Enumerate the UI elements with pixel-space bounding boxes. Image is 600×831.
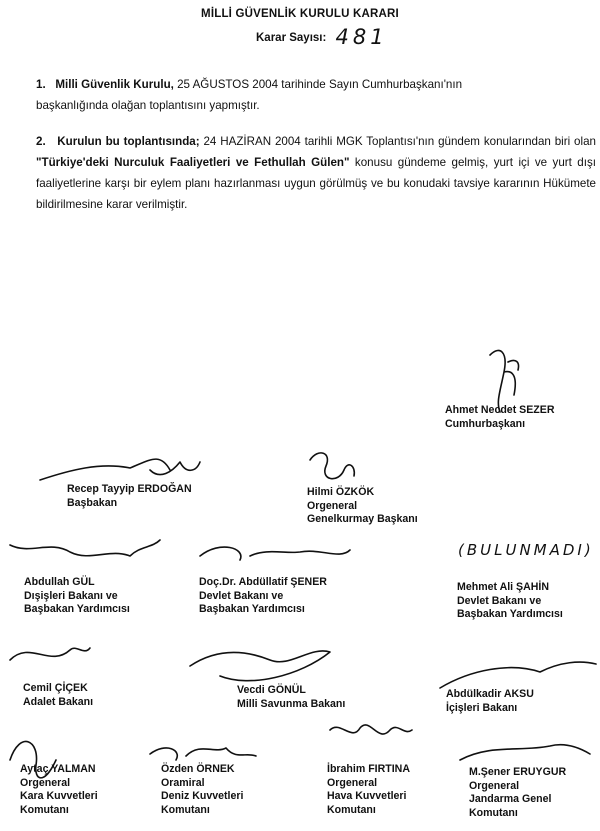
- paragraph-1-text: 25 AĞUSTOS 2004 tarihinde Sayın Cumhurbaşkanı'nın: [173, 78, 463, 91]
- signatory-title: Devlet Bakanı ve: [457, 594, 542, 607]
- signature-cicek: [10, 648, 90, 660]
- signatory-name: Recep Tayyip ERDOĞAN: [67, 483, 192, 495]
- signatory-name: M.Şener ERUYGUR: [469, 766, 567, 778]
- signatory-title: Jandarma Genel: [469, 793, 552, 805]
- paragraph-2-quoted-topic: "Türkiye'deki Nurculuk Faaliyetleri ve Fethullah Gülen": [36, 156, 350, 169]
- signatory-title: Orgeneral: [469, 779, 520, 792]
- signatory-title: Orgeneral: [307, 499, 358, 512]
- signatory-name: Vecdi GÖNÜL: [237, 684, 306, 696]
- signatory-title: İçişleri Bakanı: [446, 701, 518, 714]
- signature-firtina: [330, 725, 412, 734]
- signatory-firtina: [327, 763, 410, 817]
- signatory-name: İbrahim FIRTINA: [327, 763, 410, 775]
- signature-gul: [10, 540, 160, 556]
- signatory-title: Başbakan: [67, 496, 118, 509]
- signature-gonul: [190, 651, 330, 681]
- decision-label: Karar Sayısı:: [256, 32, 327, 44]
- signatory-yalman: [20, 763, 98, 817]
- signatory-ornek: [161, 763, 243, 817]
- signatory-eruygur: [469, 766, 566, 820]
- signatory-title: Dışişleri Bakanı ve: [24, 589, 118, 602]
- not-found-handwritten-note: (BULUNMADI): [458, 541, 594, 559]
- signatory-name: Ahmet Necdet SEZER: [445, 404, 555, 416]
- signatory-name: Doç.Dr. Abdüllatif ŞENER: [199, 576, 327, 588]
- signatory-title: Komutanı: [469, 806, 518, 819]
- signatory-aksu: [446, 688, 534, 715]
- signature-sezer: [490, 350, 519, 412]
- signatory-sezer: [445, 404, 555, 431]
- signatory-title: Hava Kuvvetleri: [327, 790, 407, 802]
- signatory-cicek: [23, 682, 93, 709]
- signatory-name: Mehmet Ali ŞAHİN: [457, 581, 550, 593]
- signatory-name: Abdullah GÜL: [24, 576, 95, 588]
- signatory-title: Başbakan Yardımcısı: [457, 608, 563, 620]
- signatory-title: Adalet Bakanı: [23, 695, 94, 708]
- signatory-sener: [199, 576, 327, 617]
- document-title: MİLLİ GÜVENLİK KURULU KARARI: [201, 8, 399, 20]
- paragraph-1-number: 1.: [36, 78, 46, 91]
- paragraph-2-lead: Kurulun bu toplantısında;: [57, 135, 200, 148]
- signatory-name: Hilmi ÖZKÖK: [307, 486, 375, 498]
- signatory-name: Özden ÖRNEK: [161, 763, 235, 775]
- paragraph-2-number: 2.: [36, 135, 46, 148]
- signatory-name: Aytaç YALMAN: [20, 763, 96, 775]
- signatory-title: Komutanı: [327, 803, 376, 816]
- signatory-title: Komutanı: [161, 803, 210, 816]
- signatory-title: Orgeneral: [327, 776, 378, 789]
- signatory-gul: [24, 576, 130, 617]
- signature-ozkok: [310, 453, 354, 479]
- decision-number: 481: [335, 25, 388, 49]
- signatory-erdogan: [67, 483, 192, 510]
- signatory-name: Abdülkadir AKSU: [446, 688, 534, 700]
- signature-eruygur: [460, 745, 590, 760]
- paragraph-1-lead: Milli Güvenlik Kurulu,: [55, 78, 174, 91]
- signatory-title: Oramiral: [161, 776, 205, 789]
- signatory-title: Genelkurmay Başkanı: [307, 513, 418, 525]
- signatory-title: Milli Savunma Bakanı: [237, 697, 346, 710]
- paragraph-2-text-b: konusu gündeme gelmiş, yurt içi ve yurt dışı faaliyetlerine karşı bir eylem planı hazırlanması uygun görülmüş ve bu konudaki tavsiye kararının Hükümete bildirilmesine karar verilmiştir.: [36, 156, 596, 211]
- signature-erdogan: [40, 459, 200, 480]
- signatory-title: Komutanı: [20, 803, 69, 816]
- signatory-name: Cemil ÇİÇEK: [23, 682, 88, 694]
- signatory-title: Orgeneral: [20, 776, 71, 789]
- paragraph-2-text-a: 24 HAZİRAN 2004 tarihli MGK Toplantısı'nın gündem konularından biri olan: [199, 135, 596, 148]
- signature-ornek: [150, 748, 256, 760]
- signature-aksu: [440, 662, 596, 688]
- signatory-ozkok: [307, 486, 418, 527]
- signatory-title: Cumhurbaşkanı: [445, 417, 526, 430]
- signatory-title: Başbakan Yardımcısı: [199, 603, 305, 615]
- signatory-sahin: [457, 581, 563, 622]
- signatory-title: Başbakan Yardımcısı: [24, 603, 130, 615]
- paragraph-1-text-line2: başkanlığında olağan toplantısını yapmıştır.: [36, 99, 260, 112]
- signatory-title: Kara Kuvvetleri: [20, 790, 98, 802]
- signatory-gonul: [237, 684, 345, 711]
- signature-sener: [200, 547, 350, 560]
- signatory-title: Devlet Bakanı ve: [199, 589, 284, 602]
- signatory-title: Deniz Kuvvetleri: [161, 790, 244, 802]
